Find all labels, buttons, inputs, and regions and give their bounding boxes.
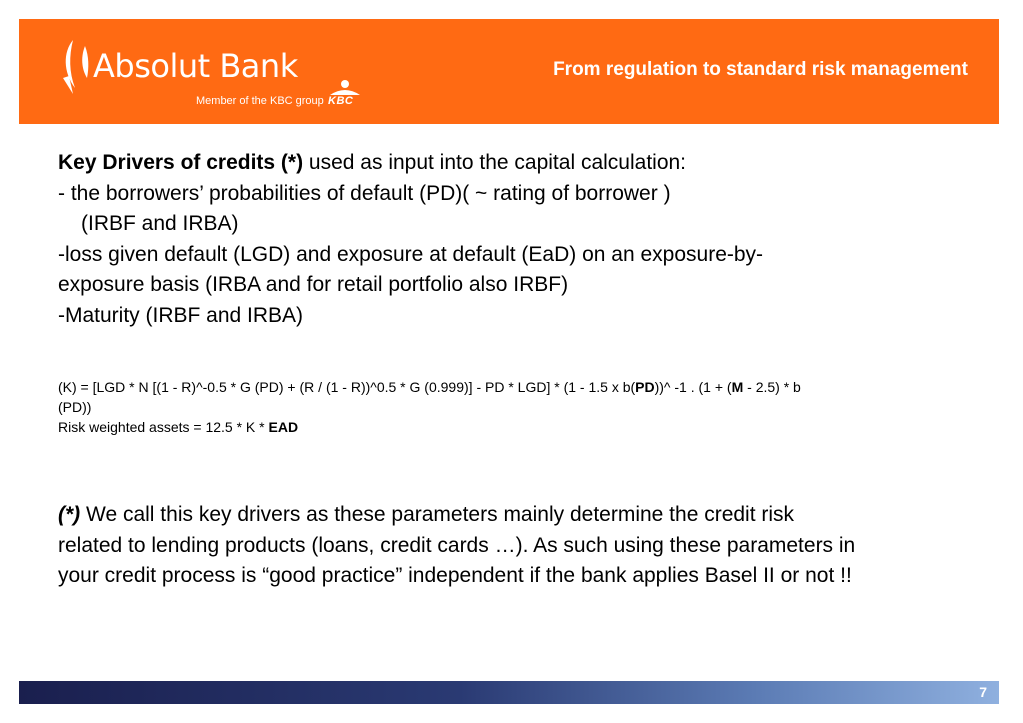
driver-line-maturity: -Maturity (IRBF and IRBA) bbox=[58, 303, 304, 327]
key-drivers-section bbox=[58, 148, 988, 331]
page-number: 7 bbox=[979, 684, 987, 700]
note-marker: (*) bbox=[58, 503, 81, 526]
header-banner bbox=[19, 19, 999, 124]
key-drivers-heading: Key Drivers of credits (*) bbox=[58, 151, 304, 174]
driver-line-pd: - the borrowers’ probabilities of default (PD)( ~ rating of borrower ) bbox=[58, 181, 671, 205]
k-formula: (K) = [LGD * N [(1 - R)^-0.5 * G (PD) + (R / (1 - R))^0.5 * G (0.999)] - PD * LGD] * (1 - 1.5 x b(PD))^ -1 . (1 + (M - 2.5) * b bbox=[58, 379, 801, 395]
key-drivers-lead-text: used as input into the capital calculation: bbox=[303, 151, 687, 174]
capital-formula bbox=[58, 377, 978, 437]
footnote bbox=[58, 500, 988, 592]
kbc-logo-text: KBC bbox=[328, 95, 354, 107]
note-line-1: (*) We call this key drivers as these parameters mainly determine the credit risk bbox=[58, 503, 795, 526]
brand-name: Absolut Bank bbox=[93, 47, 298, 85]
note-line-2: related to lending products (loans, credit cards …). As such using these parameters in bbox=[58, 533, 856, 557]
footer-bar bbox=[19, 681, 999, 704]
ead-bold: EAD bbox=[268, 419, 299, 435]
absolut-bank-logo bbox=[59, 33, 379, 113]
driver-line-pd-approach: (IRBF and IRBA) bbox=[81, 212, 239, 235]
driver-line-lgd: -loss given default (LGD) and exposure at default (EaD) on an exposure-by- bbox=[58, 242, 764, 266]
leaf-icon bbox=[59, 38, 91, 98]
key-drivers-lead bbox=[58, 148, 988, 179]
slide-title: From regulation to standard risk management bbox=[553, 59, 968, 80]
note-line-3: your credit process is “good practice” independent if the bank applies Basel II or not !! bbox=[58, 564, 852, 587]
k-formula-cont: (PD)) bbox=[58, 399, 92, 415]
member-tagline: Member of the KBC group bbox=[196, 95, 324, 107]
driver-line-lgd-cont: exposure basis (IRBA and for retail portfolio also IRBF) bbox=[58, 273, 569, 296]
rwa-formula: Risk weighted assets = 12.5 * K * EAD bbox=[58, 419, 299, 435]
pd-bold: PD bbox=[635, 379, 655, 395]
m-bold: M bbox=[731, 379, 744, 395]
